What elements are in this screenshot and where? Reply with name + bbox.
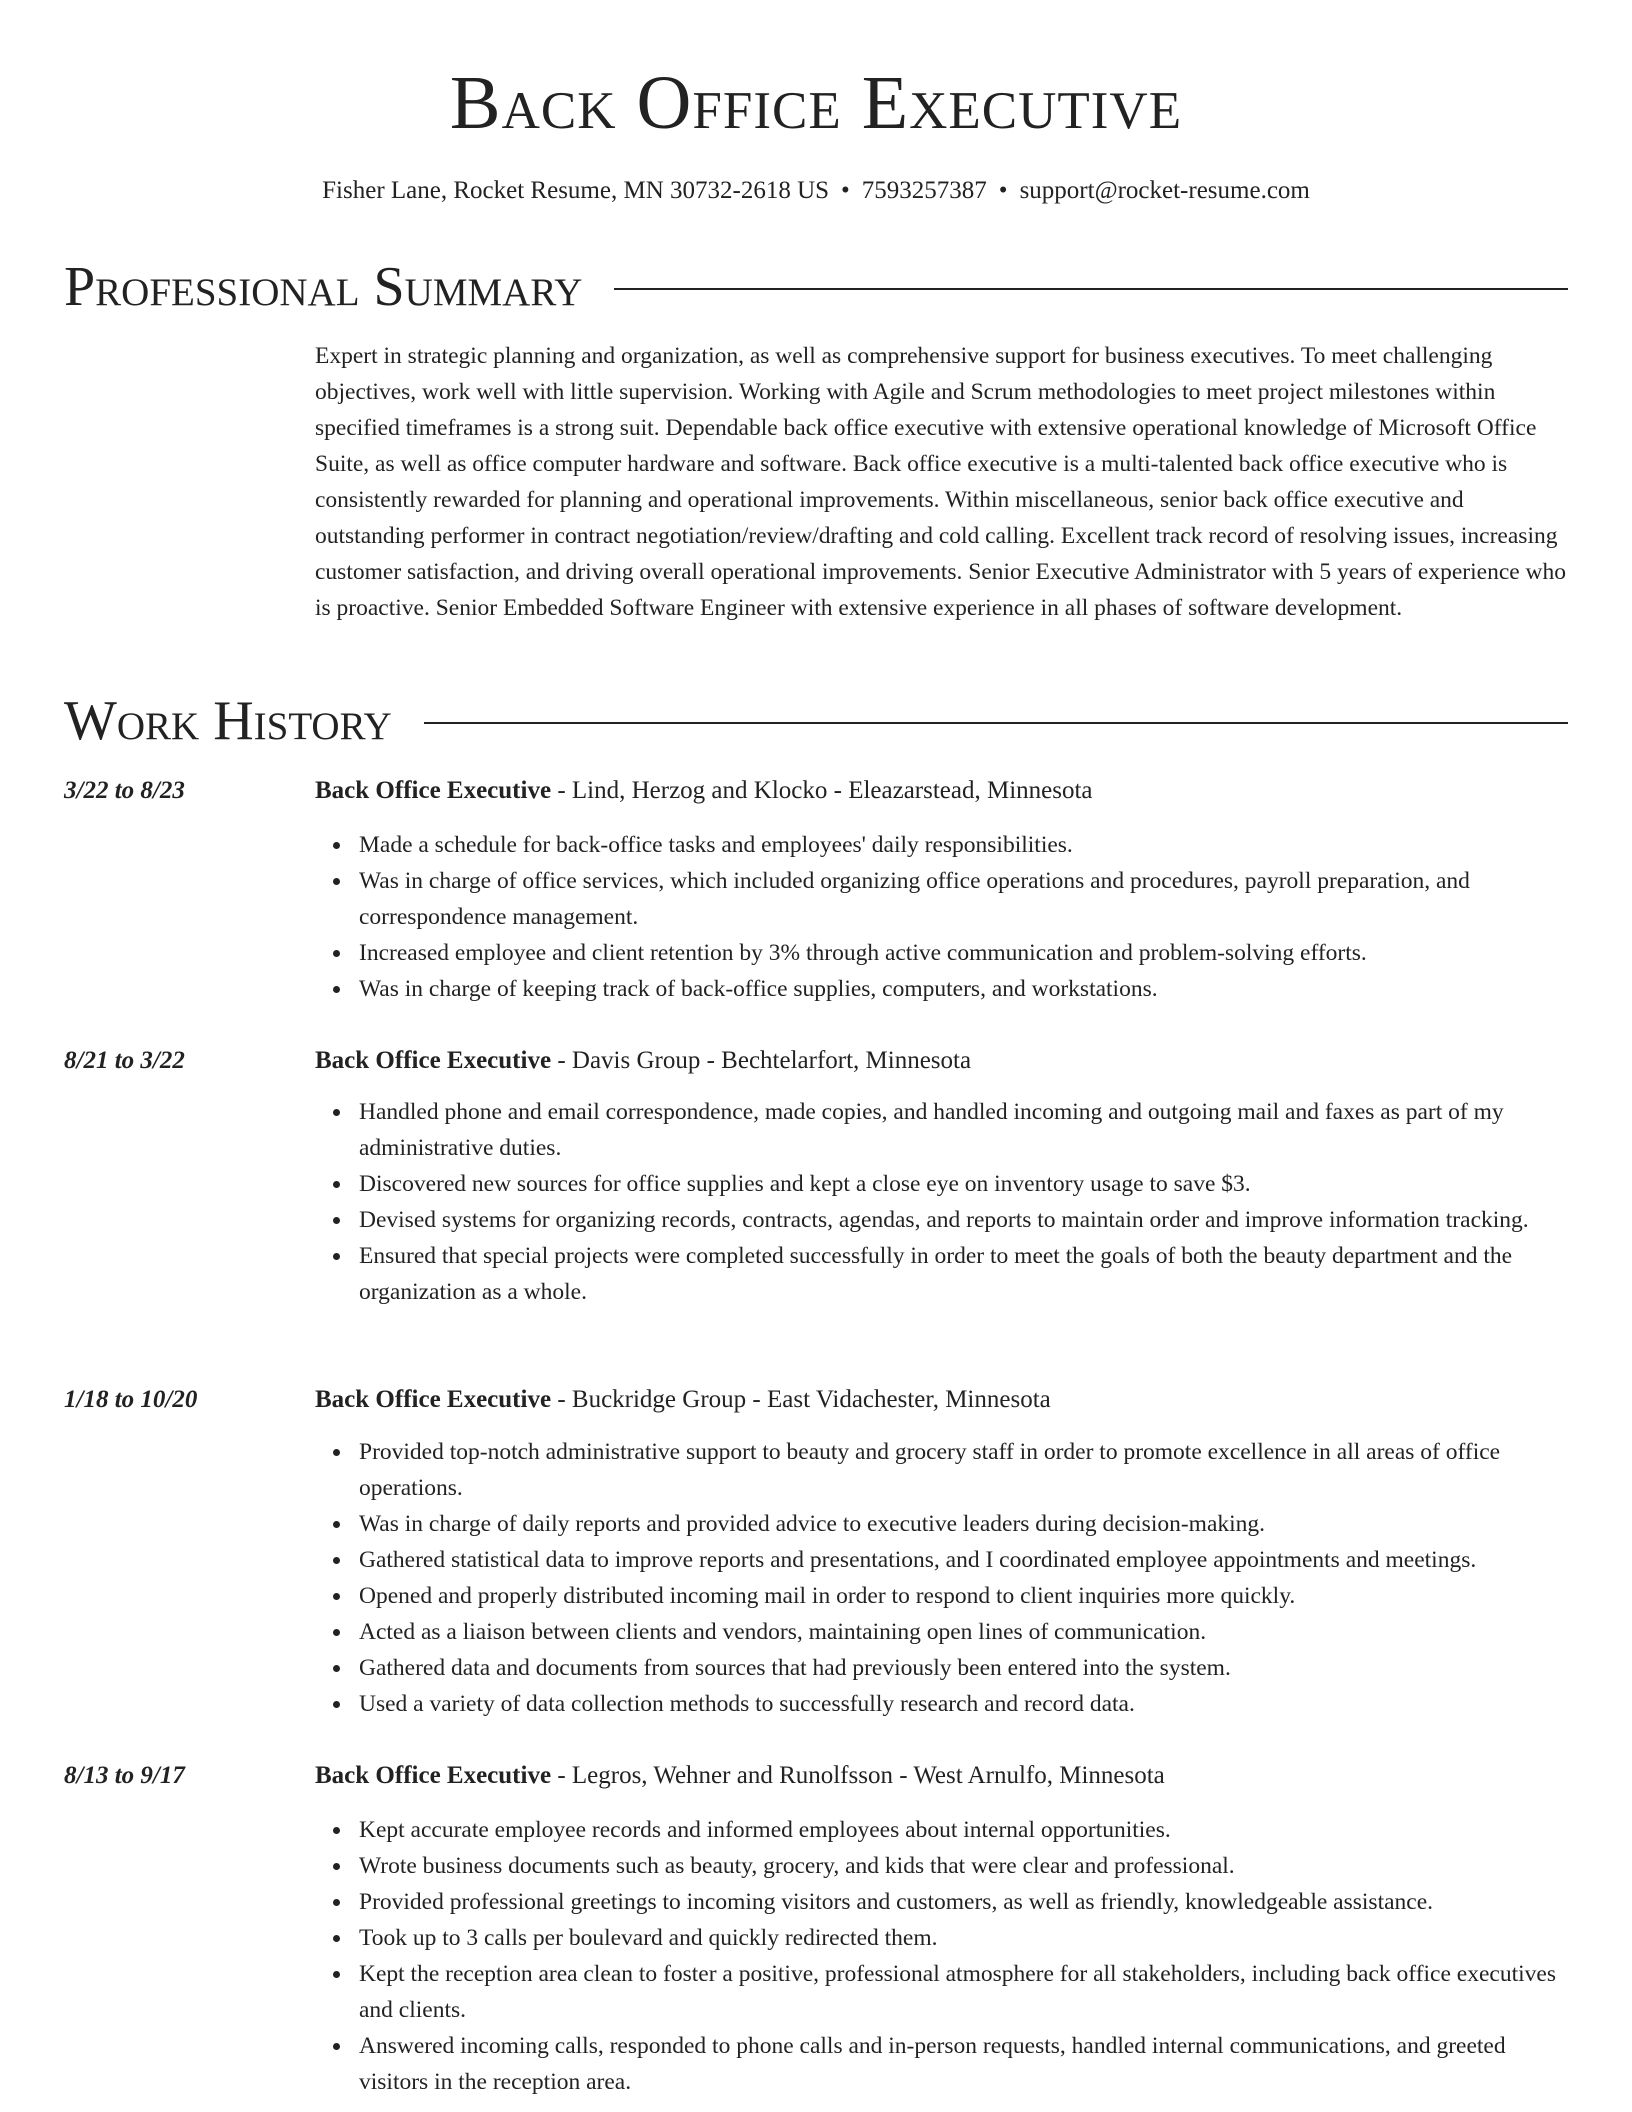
- job-title: Back Office Executive: [315, 1762, 552, 1789]
- contact-email[interactable]: support@rocket-resume.com: [1019, 177, 1310, 204]
- job-headline: [315, 1382, 1568, 1418]
- summary-heading: Professional Summary: [64, 256, 583, 318]
- job-title: Back Office Executive: [315, 1047, 552, 1074]
- job-details: - Legros, Wehner and Runolfsson - West Arnulfo, Minnesota: [551, 1762, 1165, 1789]
- job-title: Back Office Executive: [315, 777, 552, 804]
- job-bullets: [315, 1812, 1568, 2100]
- section-divider: [614, 288, 1568, 290]
- job-headline: [315, 1758, 1568, 1794]
- job-bullet: Answered incoming calls, responded to phone calls and in-person requests, handled internal communications, and greeted visitors in the reception area.: [359, 2028, 1568, 2100]
- job-bullet: Wrote business documents such as beauty, grocery, and kids that were clear and professional.: [359, 1848, 1568, 1884]
- job-details: - Buckridge Group - East Vidachester, Minnesota: [551, 1386, 1051, 1413]
- job-details: - Davis Group - Bechtelarfort, Minnesota: [551, 1047, 972, 1074]
- section-divider: [424, 722, 1568, 724]
- job-bullet: Used a variety of data collection methods to successfully research and record data.: [359, 1686, 1568, 1722]
- job-dates: 8/21 to 3/22: [64, 1047, 185, 1074]
- job-bullet: Was in charge of daily reports and provided advice to executive leaders during decision-making.: [359, 1506, 1568, 1542]
- job-dates: 3/22 to 8/23: [64, 777, 185, 804]
- job-bullet: Ensured that special projects were completed successfully in order to meet the goals of both the beauty department and the organization as a whole.: [359, 1238, 1568, 1310]
- job-bullet: Kept the reception area clean to foster a positive, professional atmosphere for all stakeholders, including back office executives and clients.: [359, 1956, 1568, 2028]
- job-bullet: Acted as a liaison between clients and vendors, maintaining open lines of communication.: [359, 1614, 1568, 1650]
- contact-phone: 7593257387: [861, 177, 987, 204]
- work-heading: Work History: [64, 690, 392, 752]
- job-bullet: Increased employee and client retention by 3% through active communication and problem-solving efforts.: [359, 935, 1568, 971]
- summary-section-header: [64, 254, 1568, 320]
- job-bullet: Gathered statistical data to improve reports and presentations, and I coordinated employee appointments and meetings.: [359, 1542, 1568, 1578]
- job-bullets: [315, 1434, 1568, 1722]
- contact-separator: •: [998, 177, 1008, 204]
- job-title: Back Office Executive: [315, 1386, 552, 1413]
- job-bullet: Was in charge of office services, which included organizing office operations and procedures, payroll preparation, and correspondence management.: [359, 863, 1568, 935]
- contact-address: Fisher Lane, Rocket Resume, MN 30732-2618 US: [322, 177, 830, 204]
- job-dates: 1/18 to 10/20: [64, 1386, 198, 1413]
- contact-separator: •: [841, 177, 850, 204]
- job-bullets: [315, 1094, 1568, 1310]
- job-headline: [315, 773, 1568, 809]
- job-bullet: Provided top-notch administrative support to beauty and grocery staff in order to promote excellence in all areas of office operations.: [359, 1434, 1568, 1506]
- job-bullet: Took up to 3 calls per boulevard and quickly redirected them.: [359, 1920, 1568, 1956]
- work-section-header: [64, 688, 1568, 754]
- job-dates: 8/13 to 9/17: [64, 1762, 185, 1789]
- job-bullet: Made a schedule for back-office tasks and employees' daily responsibilities.: [359, 827, 1568, 863]
- job-bullet: Kept accurate employee records and informed employees about internal opportunities.: [359, 1812, 1568, 1848]
- job-bullet: Was in charge of keeping track of back-office supplies, computers, and workstations.: [359, 971, 1568, 1007]
- job-headline: [315, 1043, 1568, 1079]
- job-bullet: Discovered new sources for office supplies and kept a close eye on inventory usage to save $3.: [359, 1166, 1568, 1202]
- job-bullet: Devised systems for organizing records, contracts, agendas, and reports to maintain order and improve information tracking.: [359, 1202, 1568, 1238]
- job-bullet: Gathered data and documents from sources that had previously been entered into the system.: [359, 1650, 1568, 1686]
- summary-text: Expert in strategic planning and organization, as well as comprehensive support for business executives. To meet challenging objectives, work well with little supervision. Working with Agile and Scrum methodologies to meet project milestones within specified timeframes is a strong suit. Dependable back office executive with extensive operational knowledge of Microsoft Office Suite, as well as office computer hardware and software. Back office executive is a multi-talented back office executive who is consistently rewarded for planning and operational improvements. Within miscellaneous, senior back office executive and outstanding performer in contract negotiation/review/drafting and cold calling. Excellent track record of resolving issues, increasing customer satisfaction, and driving overall operational improvements. Senior Executive Administrator with 5 years of experience who is proactive. Senior Embedded Software Engineer with extensive experience in all phases of software development.: [315, 343, 1567, 621]
- job-bullet: Opened and properly distributed incoming mail in order to respond to client inquiries more quickly.: [359, 1578, 1568, 1614]
- job-details: - Lind, Herzog and Klocko - Eleazarstead, Minnesota: [551, 777, 1093, 804]
- resume-name-title: Back Office Executive: [449, 61, 1183, 145]
- contact-line: [0, 174, 1632, 208]
- job-bullets: [315, 827, 1568, 1007]
- job-bullet: Handled phone and email correspondence, made copies, and handled incoming and outgoing mail and faxes as part of my administrative duties.: [359, 1094, 1568, 1166]
- job-bullet: Provided professional greetings to incoming visitors and customers, as well as friendly, knowledgeable assistance.: [359, 1884, 1568, 1920]
